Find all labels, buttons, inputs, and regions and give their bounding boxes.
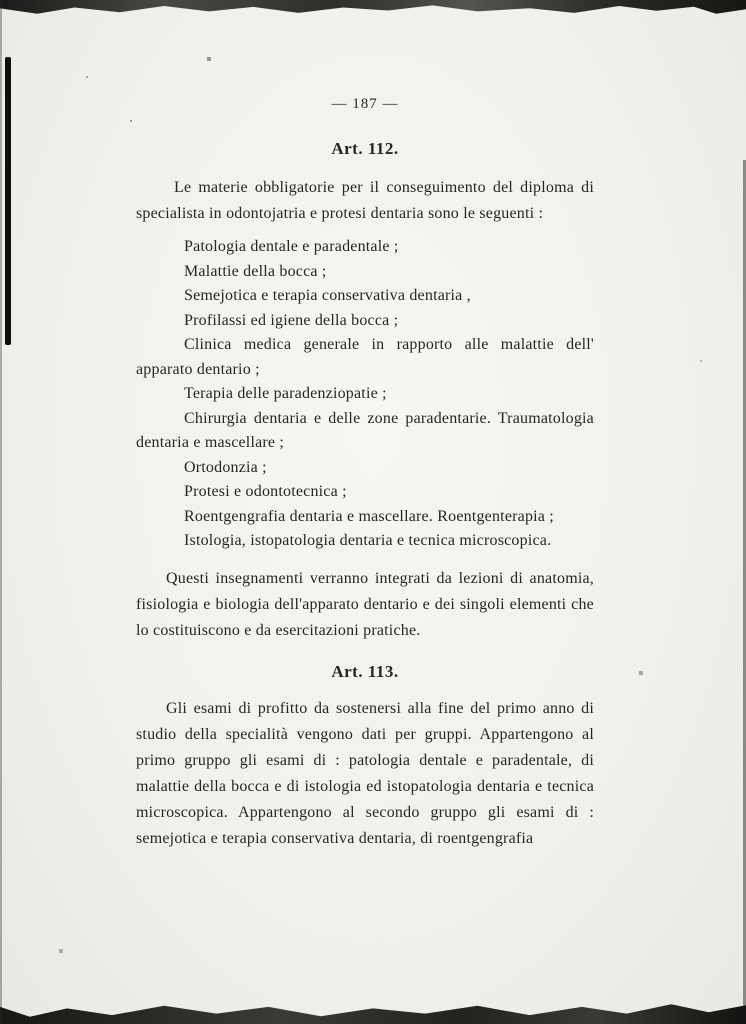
subject-item: Roentgengrafia dentaria e mascellare. Roentgenterapia ; [184,507,554,525]
subject-item: Profilassi ed igiene della bocca ; [184,311,399,329]
scan-artifact-left-edge [0,0,2,1024]
subject-item: Malattie della bocca ; [184,262,327,280]
subjects-list [136,235,594,554]
article-113-heading: Art. 113. [331,661,399,681]
page-content [136,96,594,852]
scan-artifact-top-edge [0,0,746,15]
subject-item: Patologia dentale e paradentale ; [184,238,399,255]
subject-item: Clinica medica generale in rapporto alle malattie dell' apparato dentario ; [136,336,594,378]
subject-item: Istologia, istopatologia dentaria e tecnica microscopica. [184,532,552,549]
scan-noise-specks [0,0,2,2]
article-112-intro-paragraph: Le materie obbligatorie per il conseguimento del diploma di specialista in odontojatria e protesi dentaria sono le seguenti : [136,179,594,222]
article-113-body-paragraph: Gli esami di profitto da sostenersi alla fine del primo anno di studio della specialità vengono dati per gruppi. Appartengono al primo gruppo gli esami di : patologia dentale e paradentale, di malattie della bocca e di istologia ed istopatologia dentaria e tecnica microscopica. Appartengono al secondo gruppo gli esami di : semejotica e terapia conservativa dentaria, di roentgengrafia [136,699,594,847]
article-112-heading: Art. 112. [331,139,399,158]
subject-item: Protesi e odontotecnica ; [184,483,347,500]
subject-item: Ortodonzia ; [184,458,267,476]
page-number: — 187 — [331,96,399,112]
scan-artifact-left-bar [5,57,11,345]
scan-artifact-bottom-edge [0,998,746,1024]
article-112-closing-paragraph: Questi insegnamenti verranno integrati da lezioni di anatomia, fisiologia e biologia dell'apparato dentario e dei singoli elementi che lo costituiscono e da esercitazioni pratiche. [136,569,594,639]
subject-item: Semejotica e terapia conservativa dentaria , [184,287,471,304]
subject-item: Chirurgia dentaria e delle zone paradentarie. Traumatologia dentaria e mascellare ; [136,409,594,451]
subject-item: Terapia delle paradenziopatie ; [184,385,387,402]
